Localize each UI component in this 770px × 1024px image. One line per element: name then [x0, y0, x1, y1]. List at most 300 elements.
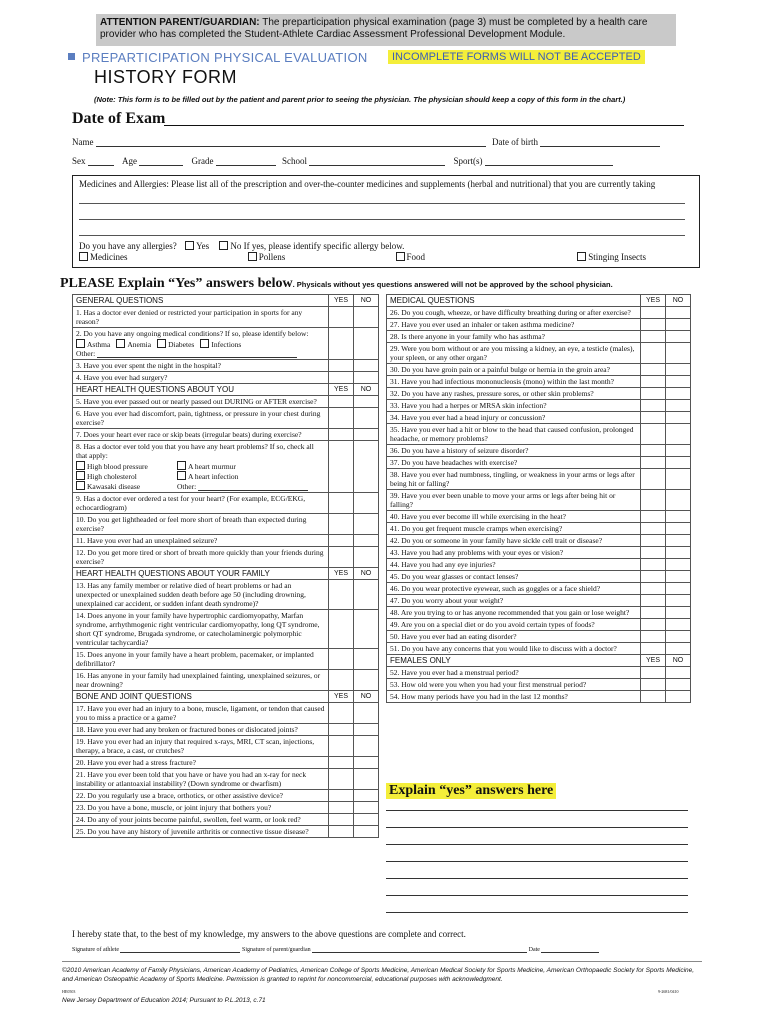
question-text [387, 523, 641, 535]
yes-column-header: YES [329, 568, 354, 580]
heart-other-label: Other: [177, 482, 197, 491]
high-cholesterol-checkbox[interactable] [76, 471, 85, 480]
no-answer-cell[interactable] [666, 523, 691, 535]
no-answer-cell[interactable] [354, 580, 379, 610]
heart-other-field[interactable] [198, 484, 308, 491]
question-label: 45. Do you wear glasses or contact lenses? [390, 572, 519, 581]
question-text [387, 400, 641, 412]
no-answer-cell[interactable] [666, 643, 691, 655]
yes-answer-cell[interactable] [329, 610, 354, 649]
yes-answer-cell[interactable] [641, 469, 666, 490]
no-answer-cell[interactable] [354, 769, 379, 790]
question-label: 48. Are you trying to or has anyone recommended that you gain or lose weight? [390, 608, 630, 617]
question-row [387, 571, 691, 583]
question-text [387, 343, 641, 364]
question-row [387, 364, 691, 376]
no-answer-cell[interactable] [354, 396, 379, 408]
no-answer-cell[interactable] [354, 360, 379, 372]
question-row [387, 388, 691, 400]
no-answer-cell[interactable] [666, 331, 691, 343]
no-answer-cell[interactable] [666, 307, 691, 319]
murmur-label: A heart murmur [188, 462, 236, 471]
no-column-header: NO [354, 568, 379, 580]
food-label: Food [406, 252, 426, 262]
yes-answer-cell[interactable] [329, 514, 354, 535]
no-answer-cell[interactable] [354, 736, 379, 757]
yes-answer-cell[interactable] [329, 826, 354, 838]
parent-signature-label: Signature of parent/guardian [241, 947, 311, 953]
attestation-statement: I hereby state that, to the best of my knowledge, my answers to the above questions are complete and correct. [72, 929, 466, 939]
question-row [73, 580, 379, 610]
yes-answer-cell[interactable] [329, 441, 354, 493]
yes-answer-cell[interactable] [329, 649, 354, 670]
yes-answer-cell[interactable] [329, 360, 354, 372]
parent-signature-field[interactable] [312, 948, 527, 953]
yes-answer-cell[interactable] [641, 523, 666, 535]
explain-line[interactable] [386, 895, 688, 896]
question-text [73, 790, 329, 802]
asthma-label: Asthma [87, 340, 111, 349]
question-text [387, 319, 641, 331]
yes-answer-cell[interactable] [641, 400, 666, 412]
yes-column-header: YES [329, 691, 354, 703]
question-text [387, 619, 641, 631]
section-header-row [387, 295, 691, 307]
question-label: 25. Do you have any history of juvenile arthritis or connective tissue disease? [76, 827, 309, 836]
date-of-exam-field[interactable] [164, 125, 684, 126]
no-answer-cell[interactable] [666, 376, 691, 388]
signature-date-label: Date [528, 947, 540, 953]
yes-answer-cell[interactable] [641, 691, 666, 703]
medicines-checkbox[interactable] [79, 252, 88, 261]
please-explain-title: PLEASE Explain “Yes” answers below [60, 276, 293, 291]
yes-answer-cell[interactable] [641, 535, 666, 547]
question-label: 31. Have you had infectious mononucleosis (mono) within the last month? [390, 377, 614, 386]
no-answer-cell[interactable] [354, 814, 379, 826]
yes-answer-cell[interactable] [641, 319, 666, 331]
question-row [73, 328, 379, 360]
question-text [73, 814, 329, 826]
question-row [387, 583, 691, 595]
question-text [387, 691, 641, 703]
no-answer-cell[interactable] [354, 670, 379, 691]
question-text [387, 364, 641, 376]
no-answer-cell[interactable] [354, 757, 379, 769]
no-answer-cell[interactable] [666, 667, 691, 679]
anemia-label: Anemia [127, 340, 152, 349]
explain-line[interactable] [386, 912, 688, 913]
yes-answer-cell[interactable] [641, 583, 666, 595]
question-text [387, 490, 641, 511]
yes-answer-cell[interactable] [329, 408, 354, 429]
no-column-header: NO [354, 384, 379, 396]
question-label: 42. Do you or someone in your family have sickle cell trait or disease? [390, 536, 603, 545]
no-answer-cell[interactable] [666, 457, 691, 469]
question-row [387, 424, 691, 445]
question-row [387, 547, 691, 559]
medicines-line[interactable] [79, 235, 685, 236]
yes-answer-cell[interactable] [329, 396, 354, 408]
question-label: 33. Have you had a herpes or MRSA skin infection? [390, 401, 547, 410]
sex-label: Sex [72, 156, 86, 166]
yes-answer-cell[interactable] [641, 412, 666, 424]
yes-answer-cell[interactable] [641, 307, 666, 319]
diabetes-label: Diabetes [168, 340, 195, 349]
yes-column-header: YES [641, 295, 666, 307]
question-text [73, 547, 329, 568]
no-answer-cell[interactable] [354, 802, 379, 814]
please-explain-heading [60, 276, 613, 292]
food-checkbox[interactable] [396, 252, 405, 261]
question-text [73, 580, 329, 610]
question-row [387, 643, 691, 655]
no-answer-cell[interactable] [666, 511, 691, 523]
no-answer-cell[interactable] [354, 724, 379, 736]
explain-line[interactable] [386, 827, 688, 828]
question-label: 27. Have you ever used an inhaler or taken asthma medicine? [390, 320, 575, 329]
question-label: 7. Does your heart ever race or skip beats (irregular beats) during exercise? [76, 430, 302, 439]
kawasaki-label: Kawasaki disease [87, 482, 141, 491]
yes-answer-cell[interactable] [329, 802, 354, 814]
question-label: 19. Have you ever had an injury that required x-rays, MRI, CT scan, injections, therapy, a brace, a cast, or crutches? [76, 737, 315, 755]
explain-line[interactable] [386, 878, 688, 879]
question-row [387, 469, 691, 490]
yes-answer-cell[interactable] [641, 631, 666, 643]
yes-answer-cell[interactable] [329, 429, 354, 441]
no-answer-cell[interactable] [354, 429, 379, 441]
question-text [73, 610, 329, 649]
section-header: HEART HEALTH QUESTIONS ABOUT YOUR FAMILY [73, 568, 329, 580]
yes-column-header: YES [641, 655, 666, 667]
allergy-question: Do you have any allergies? [79, 241, 177, 251]
yes-answer-cell[interactable] [329, 736, 354, 757]
no-answer-cell[interactable] [354, 514, 379, 535]
anemia-checkbox[interactable] [116, 339, 125, 348]
yes-answer-cell[interactable] [641, 595, 666, 607]
right-questions-table [386, 294, 691, 703]
no-column-header: NO [354, 295, 379, 307]
stinging-checkbox[interactable] [577, 252, 586, 261]
murmur-checkbox[interactable] [177, 461, 186, 470]
question-text [73, 328, 329, 360]
kawasaki-checkbox[interactable] [76, 481, 85, 490]
question-label: 50. Have you ever had an eating disorder? [390, 632, 517, 641]
question-label: 35. Have you ever had a hit or blow to the head that caused confusion, prolonged headache, or memory problems? [390, 425, 634, 443]
no-answer-cell[interactable] [666, 388, 691, 400]
no-answer-cell[interactable] [666, 490, 691, 511]
grade-field[interactable] [216, 157, 276, 166]
medicines-line[interactable] [79, 203, 685, 204]
yes-answer-cell[interactable] [329, 493, 354, 514]
question-label: 38. Have you ever had numbness, tingling, or weakness in your arms or legs after being hit or falling? [390, 470, 635, 488]
medicines-prompt: Medicines and Allergies: Please list all of the prescription and over-the-counter medicines and supplements (herbal and nutritional) that you are currently taking [79, 179, 656, 189]
yes-answer-cell[interactable] [641, 331, 666, 343]
no-answer-cell[interactable] [666, 691, 691, 703]
no-answer-cell[interactable] [354, 703, 379, 724]
no-answer-cell[interactable] [354, 493, 379, 514]
explain-yes-heading: Explain “yes” answers here [386, 783, 556, 799]
question-label: 49. Are you on a special diet or do you avoid certain types of foods? [390, 620, 595, 629]
question-row [73, 610, 379, 649]
section-header: BONE AND JOINT QUESTIONS [73, 691, 329, 703]
dob-label: Date of birth [492, 137, 538, 147]
question-row [73, 372, 379, 384]
question-text [387, 388, 641, 400]
other-condition-field[interactable] [97, 351, 297, 358]
question-row [73, 514, 379, 535]
no-answer-cell[interactable] [354, 649, 379, 670]
yes-answer-cell[interactable] [329, 547, 354, 568]
question-row [73, 396, 379, 408]
question-row [387, 400, 691, 412]
other-label: Other: [76, 349, 96, 358]
question-label: 28. Is there anyone in your family who has asthma? [390, 332, 545, 341]
no-answer-cell[interactable] [354, 372, 379, 384]
no-answer-cell[interactable] [666, 364, 691, 376]
question-text [73, 769, 329, 790]
question-row [387, 559, 691, 571]
question-row [73, 649, 379, 670]
no-answer-cell[interactable] [666, 424, 691, 445]
no-answer-cell[interactable] [666, 343, 691, 364]
yes-answer-cell[interactable] [641, 667, 666, 679]
question-row [387, 490, 691, 511]
question-label: 10. Do you get lightheaded or feel more short of breath than expected during exercise? [76, 515, 307, 533]
no-answer-cell[interactable] [666, 400, 691, 412]
yes-answer-cell[interactable] [641, 376, 666, 388]
question-text [73, 703, 329, 724]
sex-field[interactable] [88, 157, 114, 166]
question-row [387, 331, 691, 343]
question-text [73, 802, 329, 814]
yes-answer-cell[interactable] [641, 679, 666, 691]
yes-answer-cell[interactable] [641, 547, 666, 559]
question-row [387, 457, 691, 469]
incomplete-notice: INCOMPLETE FORMS WILL NOT BE ACCEPTED [388, 50, 645, 64]
high-bp-label: High blood pressure [87, 462, 148, 471]
infections-label: Infections [211, 340, 242, 349]
explain-line[interactable] [386, 861, 688, 862]
school-field[interactable] [309, 157, 445, 166]
question-text [387, 457, 641, 469]
question-label: 2. Do you have any ongoing medical conditions? If so, please identify below: [76, 329, 309, 338]
no-answer-cell[interactable] [666, 607, 691, 619]
no-answer-cell[interactable] [354, 547, 379, 568]
yes-answer-cell[interactable] [641, 490, 666, 511]
question-row [73, 408, 379, 429]
question-label: 32. Do you have any rashes, pressure sores, or other skin problems? [390, 389, 594, 398]
question-label: 11. Have you ever had an unexplained seizure? [76, 536, 218, 545]
medicines-line[interactable] [79, 219, 685, 220]
question-row [73, 307, 379, 328]
no-answer-cell[interactable] [354, 328, 379, 360]
question-row [387, 376, 691, 388]
no-answer-cell[interactable] [354, 441, 379, 493]
question-label: 6. Have you ever had discomfort, pain, tightness, or pressure in your chest during exercise? [76, 409, 321, 427]
no-answer-cell[interactable] [666, 535, 691, 547]
allergy-options-row [79, 252, 689, 262]
allergy-yes-checkbox[interactable] [185, 241, 194, 250]
yes-answer-cell[interactable] [329, 670, 354, 691]
no-answer-cell[interactable] [666, 571, 691, 583]
question-row [387, 412, 691, 424]
question-text [387, 535, 641, 547]
sports-label: Sport(s) [453, 156, 483, 166]
no-column-header: NO [666, 655, 691, 667]
question-label: 39. Have you ever been unable to move your arms or legs after being hit or falling? [390, 491, 616, 509]
question-text [73, 429, 329, 441]
question-label: 41. Do you get frequent muscle cramps when exercising? [390, 524, 563, 533]
question-label: 20. Have you ever had a stress fracture? [76, 758, 196, 767]
name-row [72, 137, 660, 147]
section-header: GENERAL QUESTIONS [73, 295, 329, 307]
explain-line[interactable] [386, 810, 688, 811]
question-text [387, 571, 641, 583]
no-answer-cell[interactable] [354, 535, 379, 547]
allergy-no-label: No If yes, please identify specific allergy below. [230, 241, 405, 251]
no-answer-cell[interactable] [666, 412, 691, 424]
yes-column-header: YES [329, 295, 354, 307]
signature-row [72, 947, 599, 953]
question-text [73, 372, 329, 384]
question-label: 5. Have you ever passed out or nearly passed out DURING or AFTER exercise? [76, 397, 317, 406]
infections-checkbox[interactable] [200, 339, 209, 348]
sports-field[interactable] [485, 157, 613, 166]
question-label: 47. Do you worry about your weight? [390, 596, 504, 605]
dob-field[interactable] [540, 138, 660, 147]
yes-answer-cell[interactable] [641, 364, 666, 376]
question-text [387, 307, 641, 319]
question-row [387, 667, 691, 679]
question-label: 30. Do you have groin pain or a painful bulge or hernia in the groin area? [390, 365, 610, 374]
question-label: 21. Have you ever been told that you have or have you had an x-ray for neck instability or atlantoaxial instability? (Down syndrome or dwarfism) [76, 770, 307, 788]
question-row [73, 360, 379, 372]
yes-answer-cell[interactable] [329, 372, 354, 384]
copyright-notice: ©2010 American Academy of Family Physicians, American Academy of Pediatrics, American College of Sports Medicine, American Medical Society for Sports Medicine, American Orthopaedic Society for Sports Medicine, and American Osteopathic Academy of Sports Medicine. Permission is granted to reprint for noncommercial, educational purposes with acknowledgment. [62, 967, 695, 983]
nj-doe-notice: New Jersey Department of Education 2014; Pursuant to P.L.2013, c.71 [62, 997, 266, 1004]
no-answer-cell[interactable] [354, 790, 379, 802]
no-answer-cell[interactable] [666, 559, 691, 571]
question-text [387, 469, 641, 490]
athlete-signature-label: Signature of athlete [72, 947, 119, 953]
question-text [73, 408, 329, 429]
name-field[interactable] [96, 138, 486, 147]
yes-answer-cell[interactable] [641, 643, 666, 655]
medicines-label: Medicines [90, 252, 128, 262]
question-label: 23. Do you have a bone, muscle, or joint injury that bothers you? [76, 803, 272, 812]
no-answer-cell[interactable] [666, 445, 691, 457]
no-answer-cell[interactable] [666, 319, 691, 331]
allergy-yes-label: Yes [196, 241, 210, 251]
question-row [387, 631, 691, 643]
question-label: 17. Have you ever had an injury to a bone, muscle, ligament, or tendon that caused you to miss a practice or a game? [76, 704, 325, 722]
yes-answer-cell[interactable] [641, 445, 666, 457]
yes-answer-cell[interactable] [329, 703, 354, 724]
yes-answer-cell[interactable] [329, 307, 354, 328]
question-label: 40. Have you ever become ill while exercising in the heat? [390, 512, 566, 521]
age-field[interactable] [139, 157, 183, 166]
form-note: (Note: This form is to be filled out by the patient and parent prior to seeing the physician. The physician should keep a copy of this form in the chart.) [94, 95, 626, 104]
question-label: 22. Do you regularly use a brace, orthotics, or other assistive device? [76, 791, 284, 800]
yes-answer-cell[interactable] [329, 814, 354, 826]
yes-answer-cell[interactable] [641, 607, 666, 619]
asthma-checkbox[interactable] [76, 339, 85, 348]
question-text [387, 547, 641, 559]
no-answer-cell[interactable] [666, 619, 691, 631]
question-label: 44. Have you had any eye injuries? [390, 560, 496, 569]
yes-answer-cell[interactable] [641, 343, 666, 364]
question-label: 34. Have you ever had a head injury or concussion? [390, 413, 546, 422]
no-answer-cell[interactable] [666, 547, 691, 559]
question-label: 36. Do you have a history of seizure disorder? [390, 446, 529, 455]
form-title: HISTORY FORM [94, 67, 238, 87]
question-text [73, 307, 329, 328]
yes-answer-cell[interactable] [641, 388, 666, 400]
high-bp-checkbox[interactable] [76, 461, 85, 470]
allergy-no-checkbox[interactable] [219, 241, 228, 250]
no-answer-cell[interactable] [666, 469, 691, 490]
diabetes-checkbox[interactable] [157, 339, 166, 348]
yes-answer-cell[interactable] [641, 511, 666, 523]
yes-answer-cell[interactable] [329, 580, 354, 610]
yes-answer-cell[interactable] [641, 619, 666, 631]
question-label: 16. Has anyone in your family had unexplained fainting, unexplained seizures, or near drowning? [76, 671, 321, 689]
yes-answer-cell[interactable] [641, 457, 666, 469]
no-answer-cell[interactable] [354, 826, 379, 838]
section-header-row [73, 295, 379, 307]
question-row [387, 319, 691, 331]
question-label: 18. Have you ever had any broken or fractured bones or dislocated joints? [76, 725, 298, 734]
question-text [387, 424, 641, 445]
please-explain-note: . Physicals without yes questions answered will not be approved by the school physician. [292, 280, 613, 289]
no-answer-cell[interactable] [354, 408, 379, 429]
no-answer-cell[interactable] [666, 631, 691, 643]
yes-answer-cell[interactable] [329, 757, 354, 769]
athlete-signature-field[interactable] [120, 948, 240, 953]
no-answer-cell[interactable] [666, 583, 691, 595]
yes-answer-cell[interactable] [329, 535, 354, 547]
age-label: Age [122, 156, 137, 166]
evaluation-title [68, 50, 368, 65]
question-row [387, 511, 691, 523]
yes-answer-cell[interactable] [329, 328, 354, 360]
signature-date-field[interactable] [541, 948, 599, 953]
pollens-checkbox[interactable] [248, 252, 257, 261]
yes-answer-cell[interactable] [329, 790, 354, 802]
no-answer-cell[interactable] [666, 595, 691, 607]
no-answer-cell[interactable] [666, 679, 691, 691]
question-row [73, 670, 379, 691]
high-cholesterol-label: High cholesterol [87, 472, 137, 481]
question-label: 14. Does anyone in your family have hypertrophic cardiomyopathy, Marfan syndrome, arrhythmogenic right ventricular cardiomyopathy, long QT syndrome, short QT syndrome, Brugada syndrome, or catecholaminergic polymorphic ventricular tachycardia? [76, 611, 320, 647]
explain-line[interactable] [386, 844, 688, 845]
yes-answer-cell[interactable] [641, 571, 666, 583]
yes-answer-cell[interactable] [641, 559, 666, 571]
yes-answer-cell[interactable] [641, 424, 666, 445]
question-text [387, 445, 641, 457]
question-row [387, 307, 691, 319]
heart-infection-checkbox[interactable] [177, 471, 186, 480]
no-answer-cell[interactable] [354, 610, 379, 649]
question-text [387, 583, 641, 595]
attention-label: ATTENTION PARENT/GUARDIAN: [100, 17, 260, 28]
question-label: 3. Have you ever spent the night in the hospital? [76, 361, 221, 370]
question-row [73, 703, 379, 724]
yes-answer-cell[interactable] [329, 769, 354, 790]
no-answer-cell[interactable] [354, 307, 379, 328]
yes-answer-cell[interactable] [329, 724, 354, 736]
question-row [387, 607, 691, 619]
